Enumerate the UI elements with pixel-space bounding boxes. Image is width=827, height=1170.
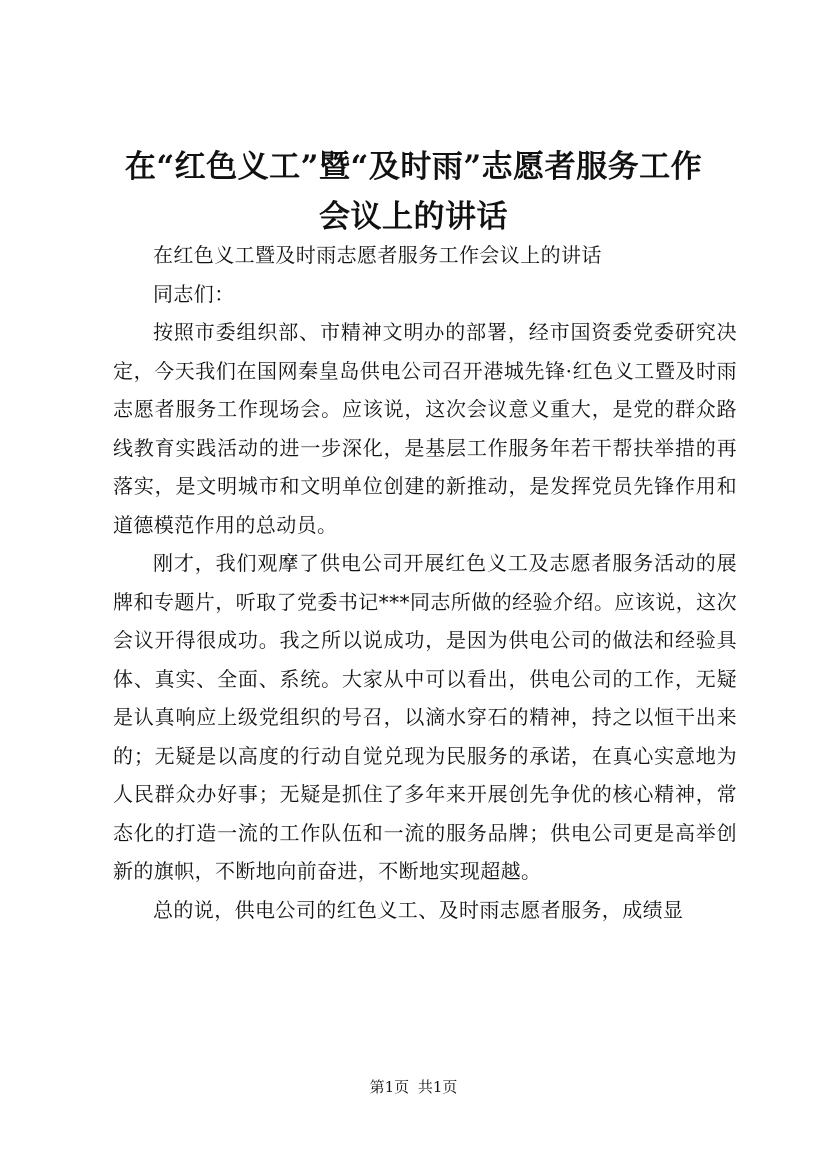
document-title xyxy=(100,142,727,242)
page-footer xyxy=(0,1077,827,1097)
body-paragraph: 总的说，供电公司的红色义工、及时雨志愿者服务，成绩显 xyxy=(153,897,684,922)
page-number: 第1页 xyxy=(369,1078,410,1096)
document-body xyxy=(113,236,737,929)
salutation-paragraph: 同志们： xyxy=(153,281,235,306)
subtitle-paragraph: 在红色义工暨及时雨志愿者服务工作会议上的讲话 xyxy=(153,243,602,267)
title-line-2: 会议上的讲话 xyxy=(319,199,508,235)
body-paragraph: 按照市委组织部、市精神文明办的部署，经市国资委党委研究决定，今天我们在国网秦皇岛供电公司召开港城先锋·红色义工暨及时雨志愿者服务工作现场会。应该说，这次会议意义重大，是党的群众路线教育实践活动的进一步深化，是基层工作服务年若干帮扶举措的再落实，是文明城市和文明单位创建的新推动，是发挥党员先锋作用和道德模范作用的总动员。 xyxy=(113,320,737,537)
body-paragraph: 刚才，我们观摩了供电公司开展红色义工及志愿者服务活动的展牌和专题片，听取了党委书记***同志所做的经验介绍。应该说，这次会议开得很成功。我之所以说成功，是因为供电公司的做法和经验具体、真实、全面、系统。大家从中可以看出，供电公司的工作，无疑是认真响应上级党组织的号召，以滴水穿石的精神，持之以恒干出来的；无疑是以高度的行动自觉兑现为民服务的承诺，在真心实意地为人民群众办好事；无疑是抓住了多年来开展创先争优的核心精神，常态化的打造一流的工作队伍和一流的服务品牌；供电公司更是高举创新的旗帜，不断地向前奋进，不断地实现超越。 xyxy=(113,551,737,883)
page-total: 共1页 xyxy=(417,1078,458,1096)
title-line-1: 在“红色义工”暨“及时雨”志愿者服务工作 xyxy=(124,149,703,185)
